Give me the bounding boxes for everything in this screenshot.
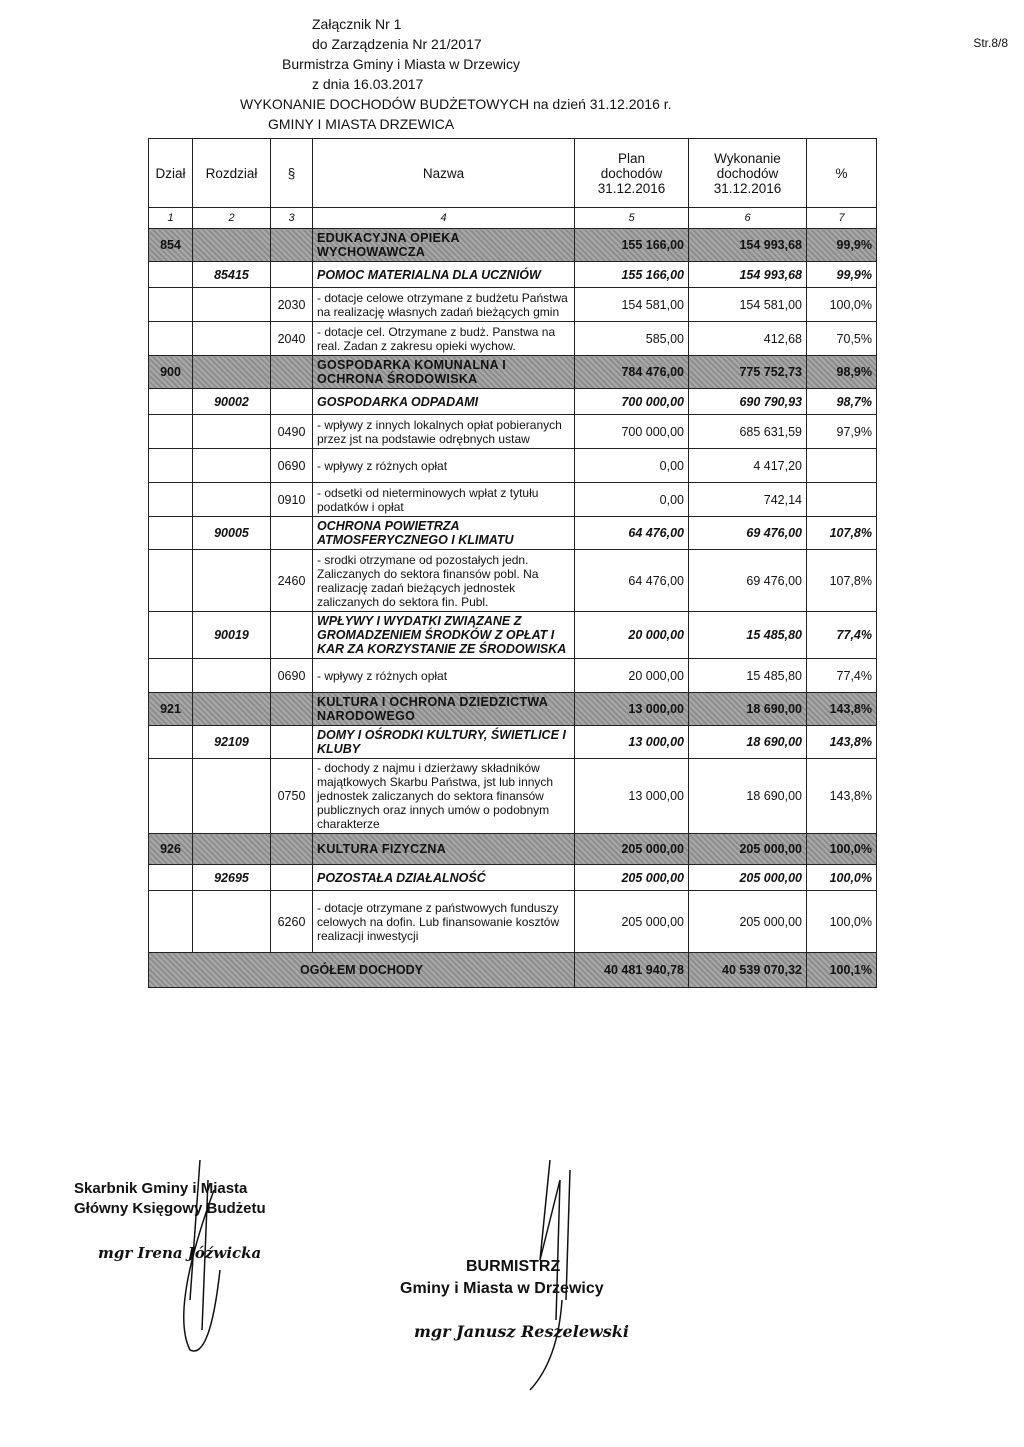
cell-percent: 70,5% bbox=[807, 322, 877, 356]
cell-rozdzial: 92109 bbox=[193, 726, 271, 759]
cell-paragraf bbox=[271, 865, 313, 891]
col-wykonanie bbox=[689, 139, 807, 208]
cell-executed: 205 000,00 bbox=[689, 834, 807, 865]
cell-rozdzial bbox=[193, 834, 271, 865]
attachment-label: Załącznik Nr 1 bbox=[312, 16, 402, 32]
cell-paragraf bbox=[271, 356, 313, 389]
cell-percent: 100,0% bbox=[807, 865, 877, 891]
cell-paragraf: 0910 bbox=[271, 483, 313, 517]
cell-percent: 77,4% bbox=[807, 612, 877, 659]
table-row bbox=[149, 550, 877, 612]
cell-dzial bbox=[149, 262, 193, 288]
cell-dzial bbox=[149, 449, 193, 483]
document-title: WYKONANIE DOCHODÓW BUDŻETOWYCH na dzień 31.12.2016 r. bbox=[240, 96, 672, 112]
cell-paragraf: 0490 bbox=[271, 415, 313, 449]
cell-dzial bbox=[149, 483, 193, 517]
cell-executed: 154 581,00 bbox=[689, 288, 807, 322]
cell-dzial bbox=[149, 759, 193, 834]
cell-paragraf: 2030 bbox=[271, 288, 313, 322]
cell-paragraf bbox=[271, 389, 313, 415]
col-wyk-l1: Wykonanie bbox=[714, 150, 781, 166]
table-row bbox=[149, 483, 877, 517]
ordinance-label: do Zarządzenia Nr 21/2017 bbox=[312, 36, 482, 52]
table-row bbox=[149, 659, 877, 693]
cell-executed: 205 000,00 bbox=[689, 865, 807, 891]
total-plan: 40 481 940,78 bbox=[575, 953, 689, 988]
cell-paragraf bbox=[271, 229, 313, 262]
cell-name: POMOC MATERIALNA DLA UCZNIÓW bbox=[313, 262, 575, 288]
cell-name: EDUKACYJNA OPIEKA WYCHOWAWCZA bbox=[313, 229, 575, 262]
col-wyk-l2: dochodów bbox=[716, 165, 779, 181]
cell-name: DOMY I OŚRODKI KULTURY, ŚWIETLICE I KLUBY bbox=[313, 726, 575, 759]
cell-dzial bbox=[149, 726, 193, 759]
cell-paragraf: 6260 bbox=[271, 891, 313, 953]
cell-percent: 99,9% bbox=[807, 262, 877, 288]
cell-paragraf: 0690 bbox=[271, 449, 313, 483]
table-row bbox=[149, 891, 877, 953]
cell-executed: 18 690,00 bbox=[689, 759, 807, 834]
cell-percent: 107,8% bbox=[807, 550, 877, 612]
handwritten-signature-right bbox=[500, 1140, 620, 1400]
cell-dzial: 854 bbox=[149, 229, 193, 262]
cell-rozdzial: 90019 bbox=[193, 612, 271, 659]
cell-dzial: 926 bbox=[149, 834, 193, 865]
cell-paragraf bbox=[271, 834, 313, 865]
cell-rozdzial bbox=[193, 759, 271, 834]
cell-percent: 99,9% bbox=[807, 229, 877, 262]
cell-percent: 77,4% bbox=[807, 659, 877, 693]
table-row bbox=[149, 449, 877, 483]
col-paragraf: § bbox=[271, 139, 313, 208]
cell-plan: 205 000,00 bbox=[575, 891, 689, 953]
cell-executed: 15 485,80 bbox=[689, 612, 807, 659]
cell-rozdzial bbox=[193, 415, 271, 449]
revenue-table bbox=[148, 138, 877, 988]
signature-right-title: BURMISTRZ bbox=[466, 1258, 561, 1275]
cell-rozdzial bbox=[193, 483, 271, 517]
cell-name: - srodki otrzymane od pozostałych jedn. Zaliczanych do sektora finansów pobl. Na realizację zadań bieżących jednostek zaliczanych do sektora fin. Publ. bbox=[313, 550, 575, 612]
cell-paragraf: 2460 bbox=[271, 550, 313, 612]
cell-plan: 700 000,00 bbox=[575, 415, 689, 449]
col-number: 3 bbox=[271, 208, 313, 229]
cell-percent: 143,8% bbox=[807, 726, 877, 759]
cell-rozdzial: 85415 bbox=[193, 262, 271, 288]
total-executed: 40 539 070,32 bbox=[689, 953, 807, 988]
cell-dzial bbox=[149, 865, 193, 891]
section-row bbox=[149, 229, 877, 262]
cell-paragraf bbox=[271, 726, 313, 759]
total-label: OGÓŁEM DOCHODY bbox=[149, 953, 575, 988]
cell-executed: 4 417,20 bbox=[689, 449, 807, 483]
cell-percent: 98,7% bbox=[807, 389, 877, 415]
cell-rozdzial bbox=[193, 449, 271, 483]
section-row bbox=[149, 693, 877, 726]
cell-dzial bbox=[149, 322, 193, 356]
cell-plan: 64 476,00 bbox=[575, 550, 689, 612]
cell-rozdzial bbox=[193, 693, 271, 726]
cell-executed: 154 993,68 bbox=[689, 262, 807, 288]
cell-plan: 155 166,00 bbox=[575, 229, 689, 262]
cell-executed: 775 752,73 bbox=[689, 356, 807, 389]
cell-name: - wpływy z różnych opłat bbox=[313, 449, 575, 483]
date-label: z dnia 16.03.2017 bbox=[312, 76, 424, 92]
cell-plan: 20 000,00 bbox=[575, 659, 689, 693]
municipality-label: GMINY I MIASTA DRZEWICA bbox=[268, 116, 455, 132]
cell-executed: 205 000,00 bbox=[689, 891, 807, 953]
cell-plan: 585,00 bbox=[575, 322, 689, 356]
col-plan-l2: dochodów bbox=[600, 165, 663, 181]
cell-executed: 18 690,00 bbox=[689, 726, 807, 759]
col-number: 7 bbox=[807, 208, 877, 229]
cell-plan: 13 000,00 bbox=[575, 693, 689, 726]
signature-left-name: mgr Irena Jóźwicka bbox=[98, 1244, 262, 1262]
subsection-row bbox=[149, 517, 877, 550]
cell-plan: 20 000,00 bbox=[575, 612, 689, 659]
cell-plan: 13 000,00 bbox=[575, 726, 689, 759]
handwritten-signature-left bbox=[130, 1150, 270, 1370]
cell-paragraf bbox=[271, 612, 313, 659]
section-row bbox=[149, 356, 877, 389]
cell-name: - dotacje otrzymane z państwowych funduszy celowych na dofin. Lub finansowanie kosztów realizacji inwestycji bbox=[313, 891, 575, 953]
cell-percent bbox=[807, 449, 877, 483]
cell-percent bbox=[807, 483, 877, 517]
cell-percent: 100,0% bbox=[807, 288, 877, 322]
cell-rozdzial bbox=[193, 550, 271, 612]
cell-paragraf: 2040 bbox=[271, 322, 313, 356]
section-row bbox=[149, 834, 877, 865]
cell-dzial: 921 bbox=[149, 693, 193, 726]
signature-left-role: Główny Księgowy Budżetu bbox=[74, 1200, 266, 1217]
cell-percent: 98,9% bbox=[807, 356, 877, 389]
cell-dzial bbox=[149, 389, 193, 415]
signature-right-name: mgr Janusz Reszelewski bbox=[414, 1322, 629, 1341]
subsection-row bbox=[149, 726, 877, 759]
cell-percent: 97,9% bbox=[807, 415, 877, 449]
cell-executed: 685 631,59 bbox=[689, 415, 807, 449]
cell-name: - wpływy z różnych opłat bbox=[313, 659, 575, 693]
table-header-row bbox=[149, 139, 877, 208]
cell-dzial bbox=[149, 288, 193, 322]
cell-executed: 412,68 bbox=[689, 322, 807, 356]
cell-rozdzial bbox=[193, 322, 271, 356]
col-number: 5 bbox=[575, 208, 689, 229]
cell-rozdzial bbox=[193, 229, 271, 262]
col-dzial: Dział bbox=[149, 139, 193, 208]
cell-percent: 107,8% bbox=[807, 517, 877, 550]
col-number: 2 bbox=[193, 208, 271, 229]
column-number-row bbox=[149, 208, 877, 229]
cell-rozdzial: 92695 bbox=[193, 865, 271, 891]
cell-executed: 69 476,00 bbox=[689, 517, 807, 550]
cell-paragraf: 0690 bbox=[271, 659, 313, 693]
cell-name: KULTURA FIZYCZNA bbox=[313, 834, 575, 865]
cell-plan: 205 000,00 bbox=[575, 834, 689, 865]
col-plan-l3: 31.12.2016 bbox=[597, 180, 666, 196]
col-wyk-l3: 31.12.2016 bbox=[713, 180, 782, 196]
cell-dzial bbox=[149, 550, 193, 612]
cell-executed: 742,14 bbox=[689, 483, 807, 517]
cell-plan: 0,00 bbox=[575, 483, 689, 517]
cell-plan: 13 000,00 bbox=[575, 759, 689, 834]
cell-paragraf bbox=[271, 517, 313, 550]
cell-rozdzial bbox=[193, 659, 271, 693]
cell-name: WPŁYWY I WYDATKI ZWIĄZANE Z GROMADZENIEM ŚRODKÓW Z OPŁAT I KAR ZA KORZYSTANIE ZE ŚRODOWISKA bbox=[313, 612, 575, 659]
subsection-row bbox=[149, 612, 877, 659]
cell-dzial bbox=[149, 891, 193, 953]
cell-dzial: 900 bbox=[149, 356, 193, 389]
col-number: 6 bbox=[689, 208, 807, 229]
subsection-row bbox=[149, 865, 877, 891]
cell-name: - dotacje cel. Otrzymane z budż. Panstwa na real. Zadan z zakresu opieki wychow. bbox=[313, 322, 575, 356]
cell-plan: 0,00 bbox=[575, 449, 689, 483]
cell-percent: 143,8% bbox=[807, 759, 877, 834]
table-row bbox=[149, 288, 877, 322]
table-body bbox=[149, 229, 877, 953]
table-row bbox=[149, 415, 877, 449]
signature-left-title: Skarbnik Gminy i Miasta bbox=[74, 1180, 248, 1197]
cell-rozdzial bbox=[193, 288, 271, 322]
cell-executed: 18 690,00 bbox=[689, 693, 807, 726]
cell-plan: 64 476,00 bbox=[575, 517, 689, 550]
cell-rozdzial: 90005 bbox=[193, 517, 271, 550]
total-percent: 100,1% bbox=[807, 953, 877, 988]
cell-rozdzial bbox=[193, 356, 271, 389]
col-nazwa: Nazwa bbox=[313, 139, 575, 208]
cell-executed: 154 993,68 bbox=[689, 229, 807, 262]
cell-name: OCHRONA POWIETRZA ATMOSFERYCZNEGO I KLIMATU bbox=[313, 517, 575, 550]
cell-name: GOSPODARKA ODPADAMI bbox=[313, 389, 575, 415]
document-header bbox=[0, 0, 1024, 140]
cell-percent: 100,0% bbox=[807, 834, 877, 865]
cell-dzial bbox=[149, 517, 193, 550]
cell-plan: 154 581,00 bbox=[575, 288, 689, 322]
cell-paragraf bbox=[271, 693, 313, 726]
cell-plan: 700 000,00 bbox=[575, 389, 689, 415]
cell-dzial bbox=[149, 659, 193, 693]
cell-percent: 143,8% bbox=[807, 693, 877, 726]
cell-rozdzial: 90002 bbox=[193, 389, 271, 415]
issuer-label: Burmistrza Gminy i Miasta w Drzewicy bbox=[282, 56, 521, 72]
cell-paragraf bbox=[271, 262, 313, 288]
cell-plan: 784 476,00 bbox=[575, 356, 689, 389]
cell-dzial bbox=[149, 415, 193, 449]
cell-name: - dochody z najmu i dzierżawy składników majątkowych Skarbu Państwa, jst lub innych jednostek zaliczanych do sektora finansów publicznych oraz innych umów o podobnym charakterze bbox=[313, 759, 575, 834]
cell-rozdzial bbox=[193, 891, 271, 953]
col-number: 1 bbox=[149, 208, 193, 229]
subsection-row bbox=[149, 262, 877, 288]
cell-plan: 155 166,00 bbox=[575, 262, 689, 288]
subsection-row bbox=[149, 389, 877, 415]
cell-executed: 15 485,80 bbox=[689, 659, 807, 693]
cell-percent: 100,0% bbox=[807, 891, 877, 953]
cell-name: - wpływy z innych lokalnych opłat pobieranych przez jst na podstawie odrębnych ustaw bbox=[313, 415, 575, 449]
total-row bbox=[149, 953, 877, 988]
col-rozdzial: Rozdział bbox=[193, 139, 271, 208]
cell-name: GOSPODARKA KOMUNALNA I OCHRONA ŚRODOWISKA bbox=[313, 356, 575, 389]
table-row bbox=[149, 759, 877, 834]
cell-name: POZOSTAŁA DZIAŁALNOŚĆ bbox=[313, 865, 575, 891]
cell-executed: 690 790,93 bbox=[689, 389, 807, 415]
cell-paragraf: 0750 bbox=[271, 759, 313, 834]
cell-dzial bbox=[149, 612, 193, 659]
col-plan-l1: Plan bbox=[617, 150, 646, 166]
cell-name: KULTURA I OCHRONA DZIEDZICTWA NARODOWEGO bbox=[313, 693, 575, 726]
col-number: 4 bbox=[313, 208, 575, 229]
col-percent: % bbox=[807, 139, 877, 208]
cell-executed: 69 476,00 bbox=[689, 550, 807, 612]
page-number: Str.8/8 bbox=[973, 36, 1008, 50]
cell-name: - dotacje celowe otrzymane z budżetu Państwa na realizację własnych zadań bieżących gmin bbox=[313, 288, 575, 322]
col-plan bbox=[575, 139, 689, 208]
signature-right-role: Gminy i Miasta w Drzewicy bbox=[400, 1280, 604, 1297]
cell-name: - odsetki od nieterminowych wpłat z tytułu podatków i opłat bbox=[313, 483, 575, 517]
table-row bbox=[149, 322, 877, 356]
cell-plan: 205 000,00 bbox=[575, 865, 689, 891]
